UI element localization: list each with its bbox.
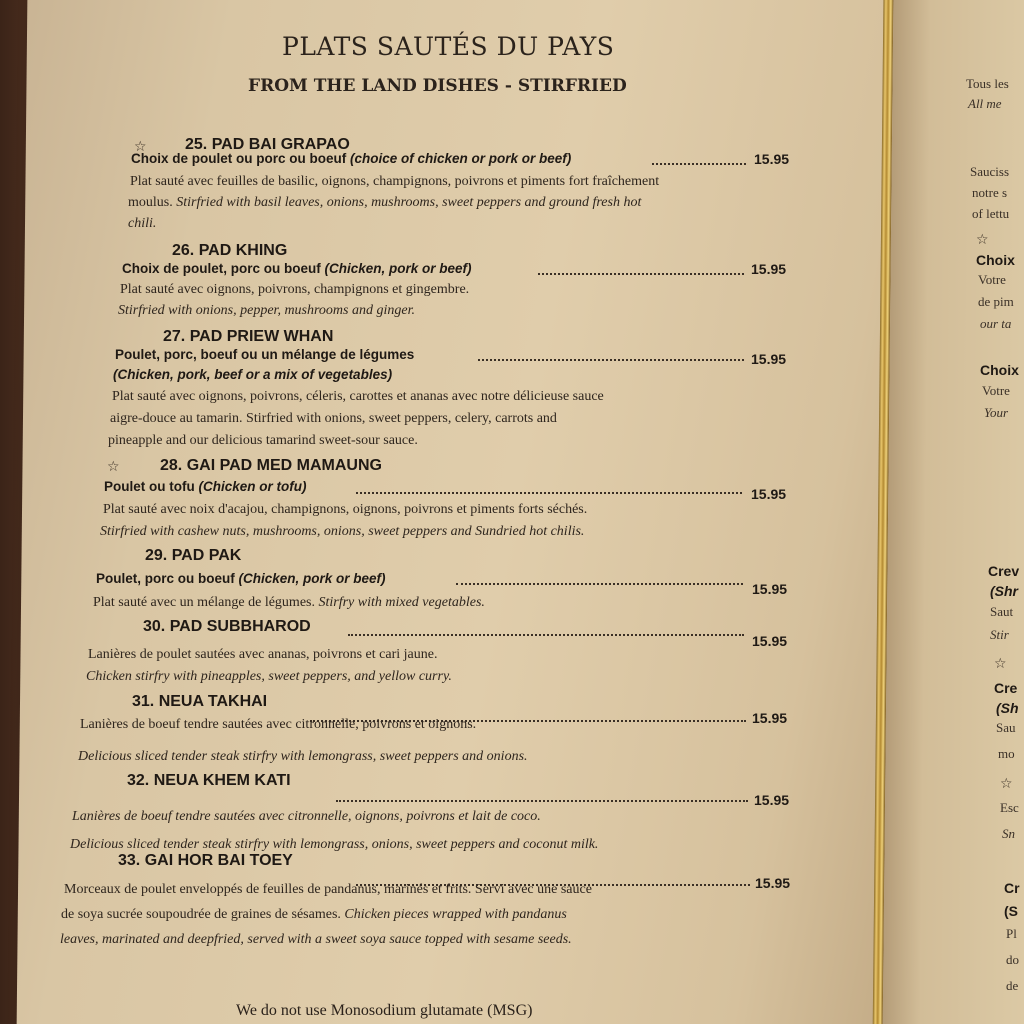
right-page-text: Esc (1000, 800, 1019, 815)
page-subtitle: FROM THE LAND DISHES - STIRFRIED (248, 76, 627, 96)
dish-description: aigre-douce au tamarin. Stirfried with onions, sweet peppers, celery, carrots and (110, 411, 557, 426)
dish-description: moulus. Stirfried with basil leaves, onions, mushrooms, sweet peppers and ground fresh hot (128, 195, 642, 210)
dish-name: 29. PAD PAK (145, 547, 242, 564)
dish-description: Delicious sliced tender steak stirfry with lemongrass, sweet peppers and onions. (78, 749, 528, 764)
leader-dots (356, 492, 742, 494)
dish-description: leaves, marinated and deepfried, served with a sweet soya sauce topped with sesame seeds. (60, 932, 572, 947)
right-page-text: Sau (996, 720, 1016, 735)
dish-description: Lanières de boeuf tendre sautées avec citronnelle, poivrons et oignons. (80, 717, 477, 732)
dish-description: pineapple and our delicious tamarind sweet-sour sauce. (108, 433, 418, 448)
right-page-text: of lettu (972, 206, 1010, 221)
right-page-text: Sn (1002, 826, 1015, 841)
right-page-text: Stir (990, 627, 1009, 642)
star-icon: ☆ (1000, 776, 1013, 792)
right-page-heading: (Shr (990, 583, 1018, 599)
right-page-text: Tous les (966, 76, 1009, 91)
dish-price: 15.95 (751, 261, 787, 277)
dish-name: 30. PAD SUBBHAROD (143, 618, 311, 635)
leader-dots (538, 273, 744, 275)
right-page-text: de pim (978, 294, 1014, 309)
right-page-text: our ta (980, 316, 1012, 331)
dish-name: 32. NEUA KHEM KATI (127, 772, 291, 789)
dish-price: 15.95 (754, 151, 790, 167)
dish-price: 15.95 (751, 486, 787, 502)
dish-price: 15.95 (751, 351, 787, 367)
dish-description: Plat sauté avec feuilles de basilic, oignons, champignons, poivrons et piments fort fraîchement (130, 174, 660, 189)
star-icon: ☆ (107, 459, 120, 475)
dish-price: 15.95 (755, 875, 791, 891)
msg-footer-note: We do not use Monosodium glutamate (MSG) (236, 1002, 533, 1019)
right-page-text: Pl (1006, 926, 1017, 941)
right-page-text: Saut (990, 604, 1014, 619)
dish-description: Chicken stirfry with pineapples, sweet peppers, and yellow curry. (86, 669, 452, 684)
dish-description: Stirfried with cashew nuts, mushrooms, onions, sweet peppers and Sundried hot chilis. (100, 524, 585, 539)
right-page-heading: Cr (1004, 880, 1020, 896)
dish-name: 25. PAD BAI GRAPAO (185, 136, 350, 153)
dish-choice: Choix de poulet, porc ou boeuf (Chicken, pork or beef) (122, 261, 472, 276)
dish-description: Plat sauté avec noix d'acajou, champignons, oignons, poivrons et piments forts séchés. (103, 502, 588, 517)
right-page-text: mo (998, 746, 1015, 761)
leader-dots (652, 163, 746, 165)
dish-description: Plat sauté avec oignons, poivrons, champignons et gingembre. (120, 282, 470, 297)
leader-dots (348, 634, 744, 636)
right-page-text: Votre (978, 272, 1006, 287)
dish-description: Lanières de poulet sautées avec ananas, poivrons et cari jaune. (88, 647, 438, 662)
right-page-text: All me (968, 96, 1002, 111)
star-icon: ☆ (134, 139, 147, 155)
right-page-text: Votre (982, 383, 1010, 398)
dish-description: Stirfried with onions, pepper, mushrooms and ginger. (118, 303, 415, 318)
leader-dots (478, 359, 744, 361)
right-page-heading: Cre (994, 680, 1018, 696)
right-page-text: notre s (972, 185, 1008, 200)
right-page-heading: Crev (988, 563, 1020, 579)
leader-dots (336, 800, 748, 802)
right-page-heading: Choix (980, 362, 1019, 378)
dish-description: Morceaux de poulet enveloppés de feuilles de pandanus, marinés et frits. Servi avec une sauce (64, 882, 592, 897)
dish-description: de soya sucrée soupoudrée de graines de sésames. Chicken pieces wrapped with pandanus (61, 907, 567, 922)
dish-name: 28. GAI PAD MED MAMAUNG (160, 457, 382, 474)
dish-choice-english: (Chicken, pork, beef or a mix of vegetables) (113, 367, 393, 382)
star-icon: ☆ (976, 232, 989, 248)
dish-name: 33. GAI HOR BAI TOEY (118, 852, 293, 869)
right-page-text: Sauciss (970, 164, 1009, 179)
right-page-text: de (1006, 978, 1019, 993)
dish-price: 15.95 (752, 581, 788, 597)
star-icon: ☆ (994, 656, 1007, 672)
dish-price: 15.95 (752, 633, 788, 649)
dish-name: 26. PAD KHING (172, 242, 288, 259)
dish-name: 27. PAD PRIEW WHAN (163, 328, 334, 345)
dish-description: Plat sauté avec un mélange de légumes. Stirfry with mixed vegetables. (93, 595, 485, 610)
dish-description: Plat sauté avec oignons, poivrons, céleris, carottes et ananas avec notre délicieuse sauce (112, 389, 604, 404)
dish-choice: Poulet, porc, boeuf ou un mélange de légumes (115, 347, 415, 362)
right-page-text: do (1006, 952, 1019, 967)
dish-choice: Choix de poulet ou porc ou boeuf (choice of chicken or pork or beef) (131, 151, 572, 166)
dish-choice: Poulet, porc ou boeuf (Chicken, pork or beef) (96, 571, 386, 586)
right-page-heading: (S (1004, 903, 1018, 919)
dish-price: 15.95 (754, 792, 790, 808)
dish-name: 31. NEUA TAKHAI (132, 693, 268, 710)
dish-description: Lanières de boeuf tendre sautées avec citronnelle, oignons, poivrons et lait de coco. (72, 809, 541, 824)
right-page-heading: (Sh (996, 700, 1019, 716)
page-title: PLATS SAUTÉS DU PAYS (282, 32, 615, 61)
dish-description: Delicious sliced tender steak stirfry with lemongrass, onions, sweet peppers and coconut milk. (70, 837, 599, 852)
leader-dots (456, 583, 743, 585)
right-page-heading: Choix (976, 252, 1015, 268)
dish-choice: Poulet ou tofu (Chicken or tofu) (104, 479, 307, 494)
dish-price: 15.95 (752, 710, 788, 726)
dish-description: chili. (128, 216, 157, 231)
right-page-text: Your (984, 405, 1009, 420)
